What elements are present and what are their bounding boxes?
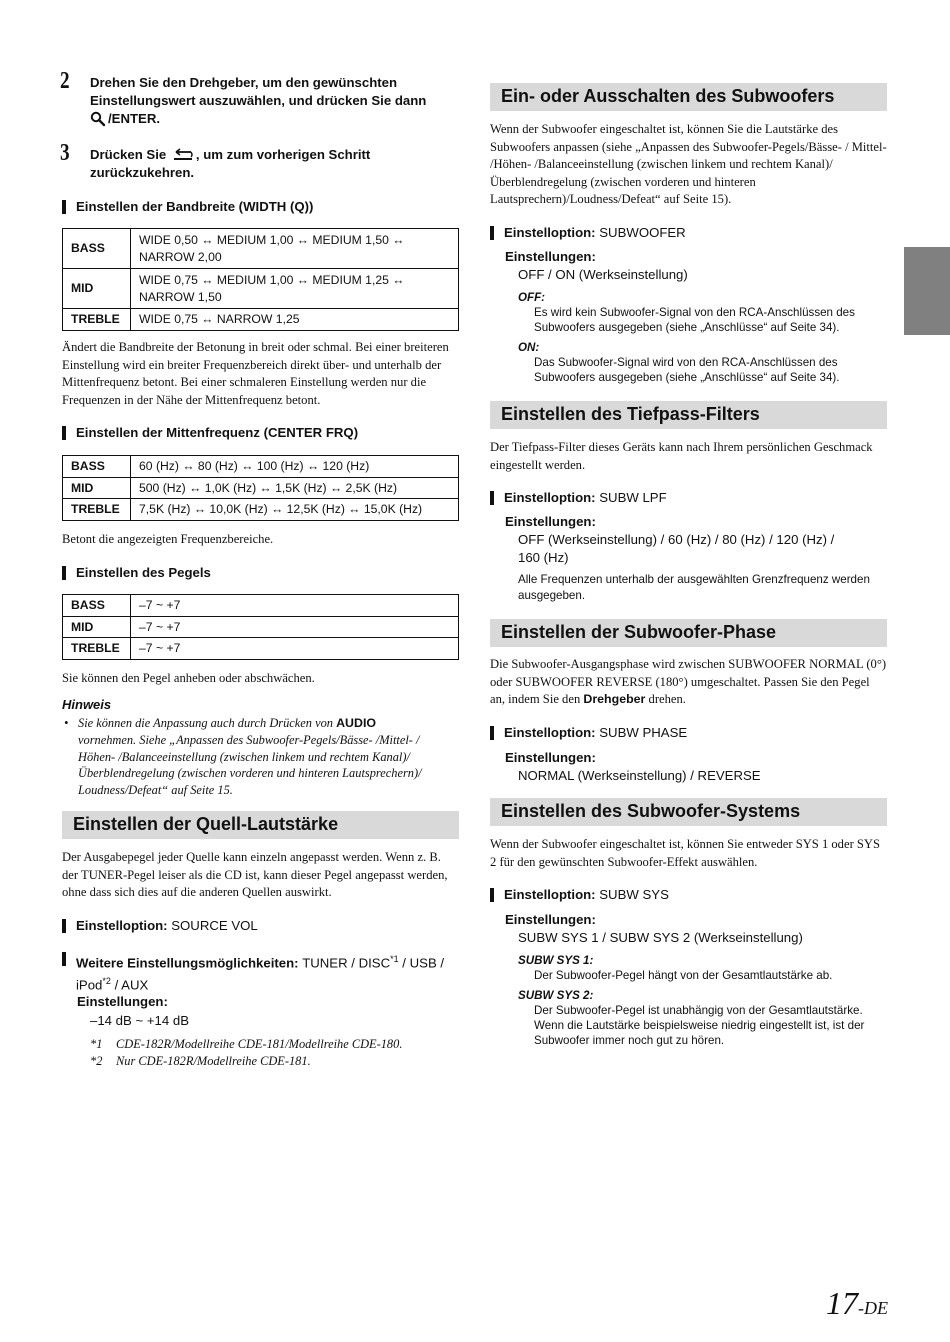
footnote-2-key: *2 xyxy=(90,1054,103,1068)
hint-title: Hinweis xyxy=(62,697,112,712)
lpf-heading: Einstellen des Tiefpass-Filters xyxy=(490,401,887,429)
source-more-options: Weitere Einstellungsmöglichkeiten: TUNER / DISC$^{*1}$ / USB / iPod$^{*2}$ / AUX xyxy=(62,950,459,995)
system-heading: Einstellen des Subwoofer-Systems xyxy=(490,798,887,826)
footnote-1-key: *1 xyxy=(90,1037,103,1051)
lpf-note: Alle Frequenzen unterhalb der ausgewählten Grenzfrequenz werden ausgegeben. xyxy=(518,573,870,602)
step-text: Drehen Sie den Drehgeber, um den gewünschten Einstellungswert auszuwählen, und drücken Sie dann /ENTER. xyxy=(90,75,427,126)
level-heading: Einstellen des Pegels xyxy=(62,564,211,582)
system-settings-value: SUBW SYS 1 / SUBW SYS 2 (Werkseinstellung) xyxy=(518,930,803,945)
search-icon xyxy=(90,111,106,127)
subwoofer-onoff-heading: Ein- oder Ausschalten des Subwoofers xyxy=(490,83,887,111)
lpf-option: Einstelloption: SUBW LPF xyxy=(490,489,667,507)
table-row: BASS WIDE 0,50 ↔ MEDIUM 1,00 ↔ MEDIUM 1,50 ↔ NARROW 2,00 xyxy=(63,229,459,269)
table-row: MID 500 (Hz) ↔ 1,0K (Hz) ↔ 1,5K (Hz) ↔ 2,5K (Hz) xyxy=(63,477,459,499)
phase-heading: Einstellen der Subwoofer-Phase xyxy=(490,619,887,647)
page-number: 17-DE xyxy=(826,1285,888,1321)
lpf-settings-label: Einstellungen: xyxy=(505,514,596,529)
system-option: Einstelloption: SUBW SYS xyxy=(490,886,669,904)
width-heading: Einstellen der Bandbreite (WIDTH (Q)) xyxy=(62,198,313,216)
system-settings-label: Einstellungen: xyxy=(505,912,596,927)
subwoofer-settings-value: OFF / ON (Werkseinstellung) xyxy=(518,267,688,282)
footnote-2-text: Nur CDE-182R/Modellreihe CDE-181. xyxy=(116,1054,311,1068)
sys2-label: SUBW SYS 2: xyxy=(518,989,594,1002)
table-row: MID –7 ~ +7 xyxy=(63,616,459,638)
return-icon xyxy=(172,148,194,162)
on-label: ON: xyxy=(518,341,540,354)
phase-option: Einstelloption: SUBW PHASE xyxy=(490,724,687,742)
source-volume-description: Der Ausgabepegel jeder Quelle kann einzeln angepasst werden. Wenn z. B. der TUNER-Pegel leiser als die CD ist, kann dieser Pegel angepasst werden, ohne dass sich dies auf die anderen Quellen auswirkt. xyxy=(62,850,448,900)
sys2-description: Der Subwoofer-Pegel ist unabhängig von der Gesamtlautstärke. Wenn die Lautstärke beispielsweise niedrig eingestellt ist, ist der Subwoofer immer noch gut zu hören. xyxy=(534,1004,865,1047)
off-description: Es wird kein Subwoofer-Signal von den RCA-Anschlüssen des Subwoofers ausgegeben (siehe „Anschlüsse“ auf Seite 34). xyxy=(534,306,855,334)
hint-bullet: • Sie können die Anpassung auch durch Drücken von AUDIO vornehmen. Siehe „Anpassen des Subwoofer-Pegels/Bässe- /Mittel- / Höhen- /Balanceeinstellung (zwischen linkem und rechtem Kanal)/ Überblendregelung (zwischen vorderen und hinteren Lautsprechern)/ Loudness/Defeat“ auf Seite 15. xyxy=(64,716,422,798)
off-label: OFF: xyxy=(518,291,546,304)
lpf-description: Der Tiefpass-Filter dieses Geräts kann nach Ihrem persönlichen Geschmack eingestellt werden. xyxy=(490,440,873,472)
step-text: Drücken Sie , um zum vorherigen Schritt zurückzukehren. xyxy=(90,147,371,180)
subwoofer-option: Einstelloption: SUBWOOFER xyxy=(490,224,686,242)
level-table xyxy=(62,594,459,660)
footnote-1-text: CDE-182R/Modellreihe CDE-181/Modellreihe CDE-180. xyxy=(116,1037,403,1051)
table-row: TREBLE 7,5K (Hz) ↔ 10,0K (Hz) ↔ 12,5K (Hz) ↔ 15,0K (Hz) xyxy=(63,499,459,521)
phase-settings-value: NORMAL (Werkseinstellung) / REVERSE xyxy=(518,768,761,783)
lpf-settings-value-line2: 160 (Hz) xyxy=(518,550,569,565)
table-row: BASS –7 ~ +7 xyxy=(63,595,459,617)
width-table xyxy=(62,228,459,331)
width-description: Ändert die Bandbreite der Betonung in breit oder schmal. Bei einer breiteren Einstellung wird ein breiter Frequenzbereich direkt über- und unterhalb der Mittenfrequenz betont. Bei einer schmaleren Einstellung werden nur die Frequenzen in der Nähe der Mittenfrequenz betont. xyxy=(62,340,449,407)
level-description: Sie können den Pegel anheben oder abschwächen. xyxy=(62,671,315,685)
source-option: Einstelloption: SOURCE VOL xyxy=(62,917,258,935)
table-row: TREBLE WIDE 0,75 ↔ NARROW 1,25 xyxy=(63,309,459,331)
source-settings-label: Einstellungen: xyxy=(77,994,168,1009)
on-description: Das Subwoofer-Signal wird von den RCA-Anschlüssen des Subwoofers ausgegeben (siehe „Anschlüsse“ auf Seite 34). xyxy=(534,356,840,384)
table-row: MID WIDE 0,75 ↔ MEDIUM 1,00 ↔ MEDIUM 1,25 ↔ NARROW 1,50 xyxy=(63,269,459,309)
center-heading: Einstellen der Mittenfrequenz (CENTER FRQ) xyxy=(62,424,358,442)
subwoofer-onoff-description: Wenn der Subwoofer eingeschaltet ist, können Sie die Lautstärke des Subwoofers anpassen (siehe „Anpassen des Subwoofer-Pegels/Bässe- / Mittel- /Höhen- /Balanceeinstellung (zwischen linkem und rechtem Kanal)/Überblendregelung (zwischen vorderen und hinteren Lautsprechern)/Loudness/Defeat“ auf Seite 15). xyxy=(490,122,887,207)
phase-settings-label: Einstellungen: xyxy=(505,750,596,765)
step-number: 2 xyxy=(60,68,70,94)
center-description: Betont die angezeigten Frequenzbereiche. xyxy=(62,532,274,546)
subwoofer-settings-label: Einstellungen: xyxy=(505,249,596,264)
sys1-description: Der Subwoofer-Pegel hängt von der Gesamtlautstärke ab. xyxy=(534,969,833,982)
source-settings-value: –14 dB ~ +14 dB xyxy=(90,1013,189,1028)
system-description: Wenn der Subwoofer eingeschaltet ist, können Sie entweder SYS 1 oder SYS 2 für den gewünschten Subwoofer-Effekt auswählen. xyxy=(490,837,881,869)
sys1-label: SUBW SYS 1: xyxy=(518,954,594,967)
center-table xyxy=(62,455,459,521)
phase-description: Die Subwoofer-Ausgangsphase wird zwischen SUBWOOFER NORMAL (0°) oder SUBWOOFER REVERSE (180°) umgeschaltet. Passen Sie den Pegel an, indem Sie den Drehgeber drehen. xyxy=(490,657,887,707)
lpf-settings-value-line1: OFF (Werkseinstellung) / 60 (Hz) / 80 (Hz) / 120 (Hz) / xyxy=(518,532,835,547)
table-row: TREBLE –7 ~ +7 xyxy=(63,638,459,660)
section-tab-marker xyxy=(904,247,950,335)
table-row: BASS 60 (Hz) ↔ 80 (Hz) ↔ 100 (Hz) ↔ 120 (Hz) xyxy=(63,456,459,478)
source-volume-heading: Einstellen der Quell-Lautstärke xyxy=(62,811,459,839)
step-number: 3 xyxy=(60,140,70,166)
